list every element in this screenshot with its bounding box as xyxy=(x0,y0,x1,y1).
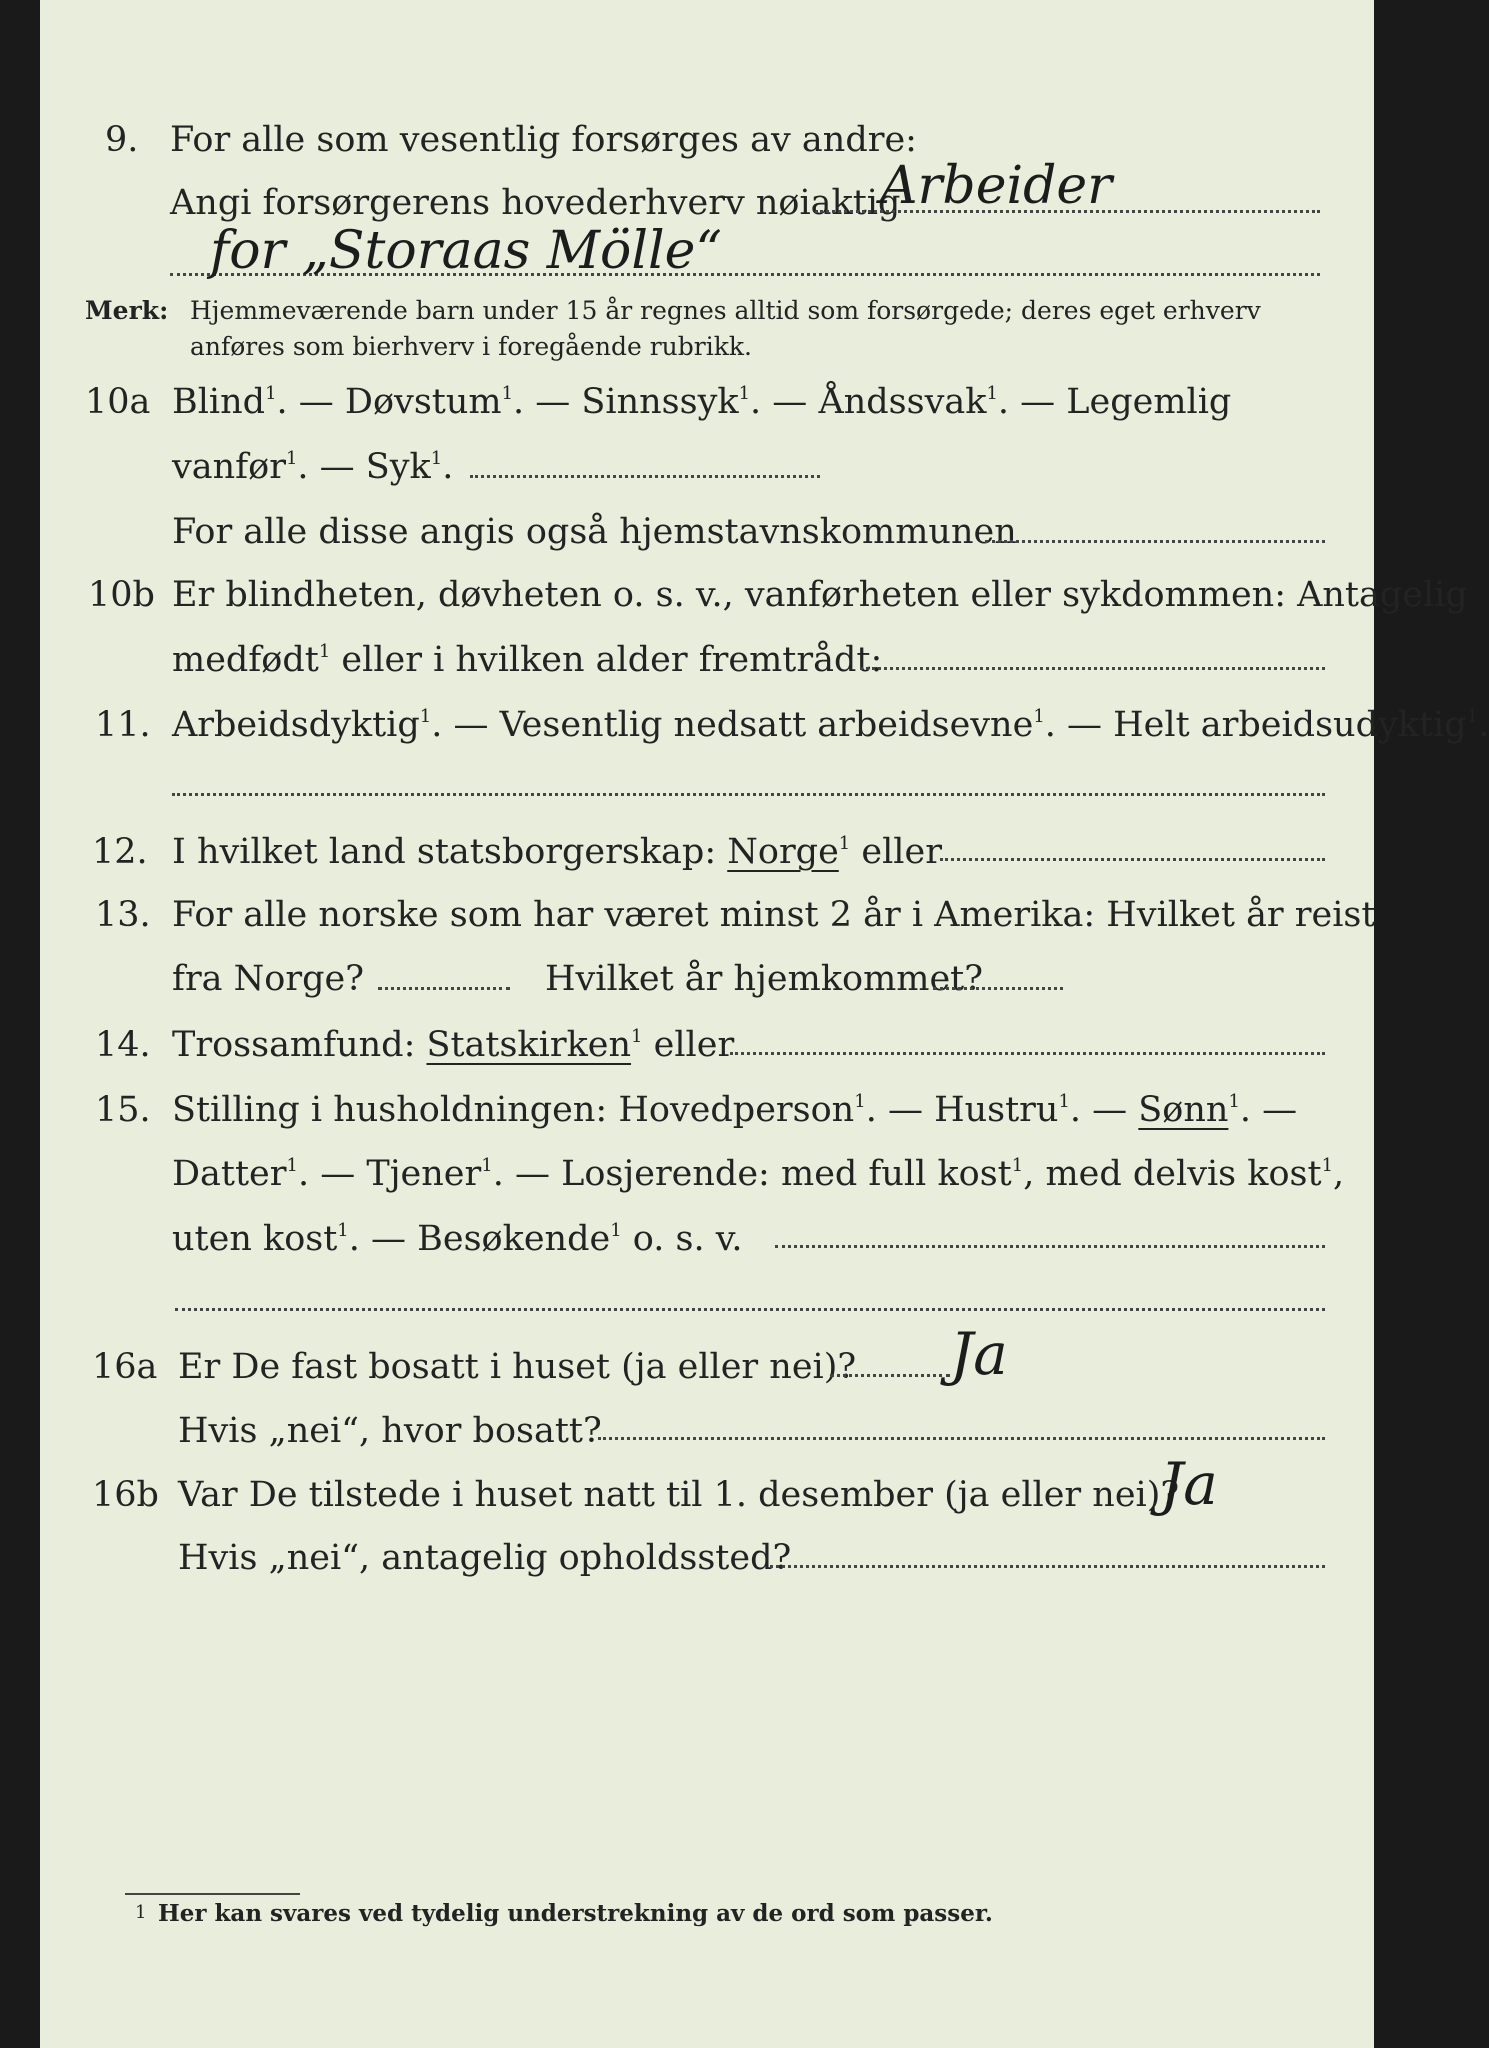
q10b-number: 10b xyxy=(88,575,155,615)
q15-answer-line-2 xyxy=(175,1308,1325,1311)
q13-number: 13. xyxy=(95,895,151,935)
q13-line1: For alle norske som har været minst 2 år i Amerika: Hvilket år reist xyxy=(172,895,1376,935)
q16a-bosatt-line xyxy=(598,1437,1325,1440)
q16b-handwritten-answer: Ja xyxy=(1160,1450,1218,1518)
q9-line2: Angi forsørgerens hovederhverv nøiaktig xyxy=(170,183,901,223)
q10a-line3: For alle disse angis også hjemstavnskommunen xyxy=(172,512,1017,552)
q16b-opholdssted-line xyxy=(770,1565,1325,1568)
q10b-line1: Er blindheten, døvheten o. s. v., vanførheten eller sykdommen: Antagelig xyxy=(172,575,1468,615)
q14-line: Trossamfund: Statskirken$^1$ eller xyxy=(172,1025,735,1065)
q10a-line2: vanfør$^1$. — Syk$^1$. xyxy=(172,447,454,487)
q16a-handwritten-answer: Ja xyxy=(950,1320,1008,1388)
q10a-number: 10a xyxy=(85,382,151,422)
q14-number: 14. xyxy=(95,1025,151,1065)
q15-line1: Stilling i husholdningen: Hovedperson$^1$. — Hustru$^1$. — Sønn$^1$. — xyxy=(172,1090,1298,1130)
q9-number: 9. xyxy=(105,120,139,160)
q15-line2: Datter$^1$. — Tjener$^1$. — Losjerende: med full kost$^1$, med delvis kost$^1$, xyxy=(172,1154,1345,1194)
q15-answer-line xyxy=(775,1245,1325,1248)
q16b-line1: Var De tilstede i huset natt til 1. desember (ja eller nei)? xyxy=(178,1475,1180,1515)
q11-answer-line xyxy=(172,793,1325,796)
q12-line: I hvilket land statsborgerskap: Norge$^1$ eller xyxy=(172,832,942,872)
q10a-line1: Blind$^1$. — Døvstum$^1$. — Sinnssyk$^1$. — Åndssvak$^1$. — Legemlig xyxy=(172,382,1232,422)
footnote-mark: 1 xyxy=(135,1902,147,1923)
q9-handwritten-answer-2: for „Storaas Mölle“ xyxy=(210,221,722,281)
footnote-text: Her kan svares ved tydelig understrekning av de ord som passer. xyxy=(158,1900,993,1927)
footnote-rule xyxy=(125,1893,300,1895)
q16a-number: 16a xyxy=(92,1347,158,1387)
q16b-line2: Hvis „nei“, antagelig opholdssted? xyxy=(178,1538,792,1578)
q10a-kommune-line xyxy=(985,540,1325,543)
q14-answer-line xyxy=(730,1052,1325,1055)
q12-number: 12. xyxy=(92,832,148,872)
q11-line: Arbeidsdyktig$^1$. — Vesentlig nedsatt arbeidsevne$^1$. — Helt arbeidsudyktig$^1$. xyxy=(172,705,1489,745)
q13-hjemkommet-line xyxy=(933,987,1063,990)
q16b-number: 16b xyxy=(92,1475,159,1515)
merk-line1: Hjemmeværende barn under 15 år regnes alltid som forsørgede; deres eget erhverv xyxy=(190,296,1261,325)
q16a-line1: Er De fast bosatt i huset (ja eller nei)? xyxy=(178,1347,857,1387)
q16a-line2: Hvis „nei“, hvor bosatt? xyxy=(178,1411,602,1451)
q13-reist-line xyxy=(378,987,510,990)
q9-line1: For alle som vesentlig forsørges av andre: xyxy=(170,120,917,160)
q13-line2-a: fra Norge? xyxy=(172,959,364,999)
merk-line2: anføres som bierhverv i foregående rubrikk. xyxy=(190,332,752,361)
q11-number: 11. xyxy=(95,705,151,745)
q15-number: 15. xyxy=(95,1090,151,1130)
q10b-line2: medfødt$^1$ eller i hvilken alder fremtrådt: xyxy=(172,640,883,680)
q12-answer-line xyxy=(940,858,1325,861)
merk-label: Merk: xyxy=(85,296,169,325)
q10b-alder-line xyxy=(860,667,1325,670)
census-form-page xyxy=(40,0,1489,2048)
q10a-syk-line xyxy=(470,475,820,478)
q13-line2-b: Hvilket år hjemkommet? xyxy=(545,959,984,999)
q16a-answer-line xyxy=(830,1374,950,1377)
q15-line3: uten kost$^1$. — Besøkende$^1$ o. s. v. xyxy=(172,1219,743,1259)
q9-handwritten-answer-1: Arbeider xyxy=(880,156,1113,216)
